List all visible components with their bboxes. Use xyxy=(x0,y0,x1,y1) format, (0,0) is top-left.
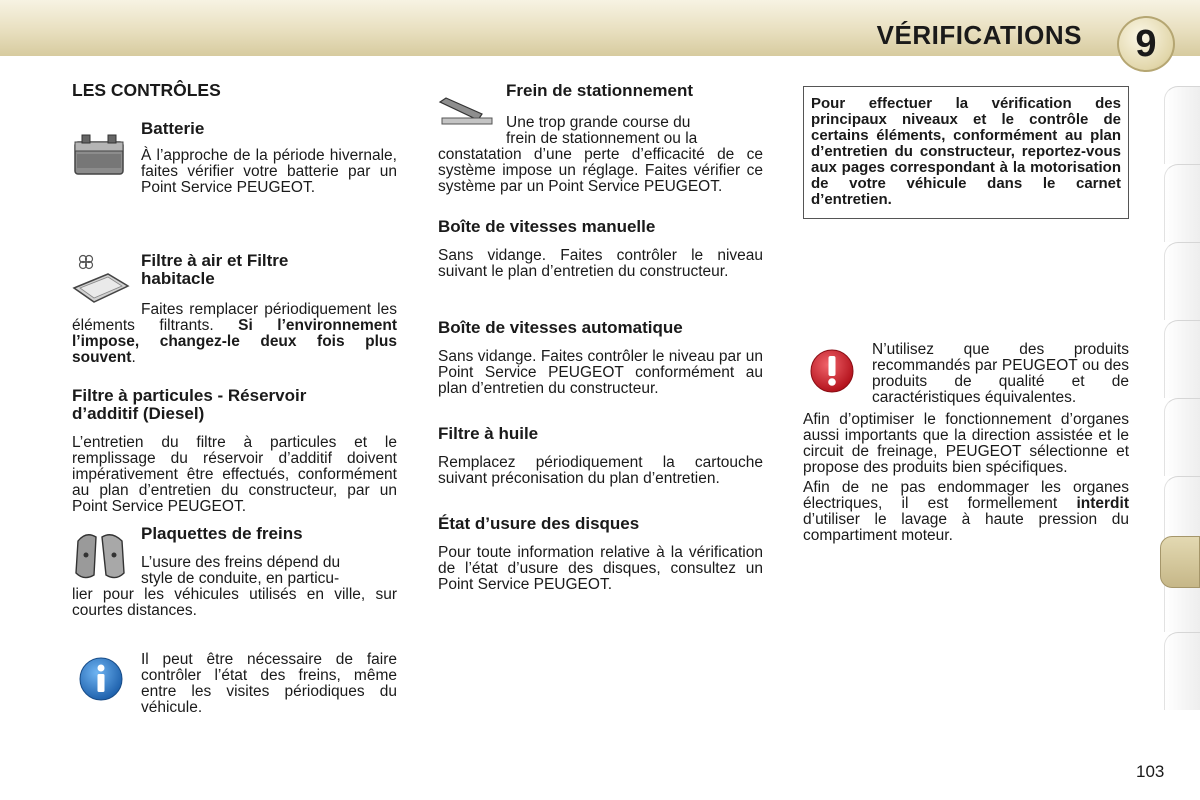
parking-brake-text-line2: frein de stationnement ou la xyxy=(506,130,698,147)
particle-filter-title-line1: Filtre à particules - Réservoir xyxy=(72,386,307,405)
parking-brake-title: Frein de stationnement xyxy=(506,81,694,100)
washing-warning-bold: interdit xyxy=(1076,495,1129,512)
chapter-tabs xyxy=(1158,86,1200,726)
brake-pads-title: Plaquettes de freins xyxy=(141,524,303,543)
air-filter-text-bold: Si l’environnement l’impose, changez-le deux fois plus souvent xyxy=(72,317,397,366)
air-filter-text xyxy=(72,302,397,366)
air-filter-icon xyxy=(72,250,130,306)
column-middle xyxy=(438,82,763,593)
maintenance-notice-box: Pour effectuer la vérification des principaux niveaux et le contrôle de certains éléments, conformément au plan d’entretien du constructeur, reportez-vous aux pages correspondant à la motorisation de votre véhicule dans le carnet d’entretien. xyxy=(803,86,1129,219)
parking-brake-section xyxy=(438,82,763,195)
manual-gearbox-section xyxy=(438,218,763,280)
parking-brake-lever-icon xyxy=(438,96,494,126)
chapter-title: VÉRIFICATIONS xyxy=(876,20,1082,50)
chapter-tab[interactable] xyxy=(1164,86,1200,164)
discs-section xyxy=(438,515,763,593)
info-note-text: Il peut être nécessaire de faire contrôler l’état des freins, même entre les visites périodiques du véhicule. xyxy=(141,651,397,716)
page-header xyxy=(0,0,1200,56)
air-filter-section xyxy=(72,252,397,366)
parking-brake-text-rest: constatation d’une perte d’efficacité de ce système impose un réglage. Faites vérifier ce système par un Point Service PEUGEOT. xyxy=(438,146,763,195)
section-heading: LES CONTRÔLES xyxy=(72,80,221,100)
washing-warning-text: Afin de ne pas endommager les organes électriques, il est formellement xyxy=(803,479,1129,512)
brake-pads-text-line1: L’usure des freins dépend du xyxy=(141,554,341,571)
info-icon xyxy=(78,656,124,702)
particle-filter-text: L’entretien du filtre à particules et le remplissage du réservoir d’additif doivent impérativement être effectués, conformément au plan d’entretien du constructeur, par un Point Service PEUGEOT. xyxy=(72,434,397,515)
chapter-tab[interactable] xyxy=(1164,320,1200,398)
auto-gearbox-section xyxy=(438,319,763,397)
brake-pads-text-line2: style de conduite, en particu- xyxy=(141,570,340,587)
brake-pads-icon xyxy=(72,529,128,583)
warning-note-text: N’utilisez que des produits recommandés par PEUGEOT ou des produits de qualité et de caractéristiques équivalentes. xyxy=(872,341,1129,406)
air-filter-text-end: . xyxy=(131,349,136,366)
manual-gearbox-text: Sans vidange. Faites contrôler le niveau suivant le plan d’entretien du constructeur. xyxy=(438,247,763,280)
oil-filter-title: Filtre à huile xyxy=(438,424,539,443)
chapter-number-badge: 9 xyxy=(1117,16,1175,72)
air-filter-title-line2: habitacle xyxy=(141,269,215,288)
chapter-tab[interactable] xyxy=(1164,632,1200,710)
discs-title: État d’usure des disques xyxy=(438,514,640,533)
chapter-tab[interactable] xyxy=(1164,164,1200,242)
chapter-tab[interactable] xyxy=(1164,398,1200,476)
auto-gearbox-text: Sans vidange. Faites contrôler le niveau par un Point Service PEUGEOT conformément au plan d’entretien du constructeur. xyxy=(438,348,763,397)
chapter-tab-active[interactable] xyxy=(1160,536,1200,588)
parking-brake-text-line1: Une trop grande course du xyxy=(506,114,691,131)
chapter-tab[interactable] xyxy=(1164,242,1200,320)
info-note xyxy=(72,652,397,716)
battery-icon xyxy=(72,130,128,178)
brake-pads-text-rest: lier pour les véhicules utilisés en ville, sur courtes distances. xyxy=(72,586,397,619)
column-left xyxy=(72,82,397,716)
particle-filter-section xyxy=(72,387,397,515)
warning-note xyxy=(803,342,1129,406)
manual-gearbox-title: Boîte de vitesses manuelle xyxy=(438,217,656,236)
column-right xyxy=(803,86,1129,544)
exclamation-warning-icon xyxy=(809,348,855,394)
particle-filter-title-line2: d’additif (Diesel) xyxy=(72,404,205,423)
battery-title: Batterie xyxy=(141,119,205,138)
oil-filter-section xyxy=(438,425,763,487)
products-paragraph: Afin d’optimiser le fonctionnement d’organes aussi importants que la direction assistée et le circuit de freinage, PEUGEOT sélectionne et propose des produits bien spécifiques. xyxy=(803,411,1129,476)
discs-text: Pour toute information relative à la vérification de l’état d’usure des disques, consultez un Point Service PEUGEOT. xyxy=(438,544,763,593)
air-filter-title-line1: Filtre à air et Filtre xyxy=(141,251,289,270)
oil-filter-text: Remplacez périodiquement la cartouche suivant préconisation du plan d’entretien. xyxy=(438,454,763,487)
air-filter-text-normal: Faites remplacer périodiquement les éléments filtrants. xyxy=(72,301,397,334)
battery-text: À l’approche de la période hivernale, faites vérifier votre batterie par un Point Service PEUGEOT. xyxy=(141,147,397,196)
washing-warning-end: d’utiliser le lavage à haute pression du compartiment moteur. xyxy=(803,511,1129,544)
brake-pads-section xyxy=(72,525,397,619)
washing-warning-paragraph xyxy=(803,480,1129,544)
auto-gearbox-title: Boîte de vitesses automatique xyxy=(438,318,683,337)
battery-section xyxy=(72,120,397,236)
page-number: 103 xyxy=(1136,762,1165,781)
